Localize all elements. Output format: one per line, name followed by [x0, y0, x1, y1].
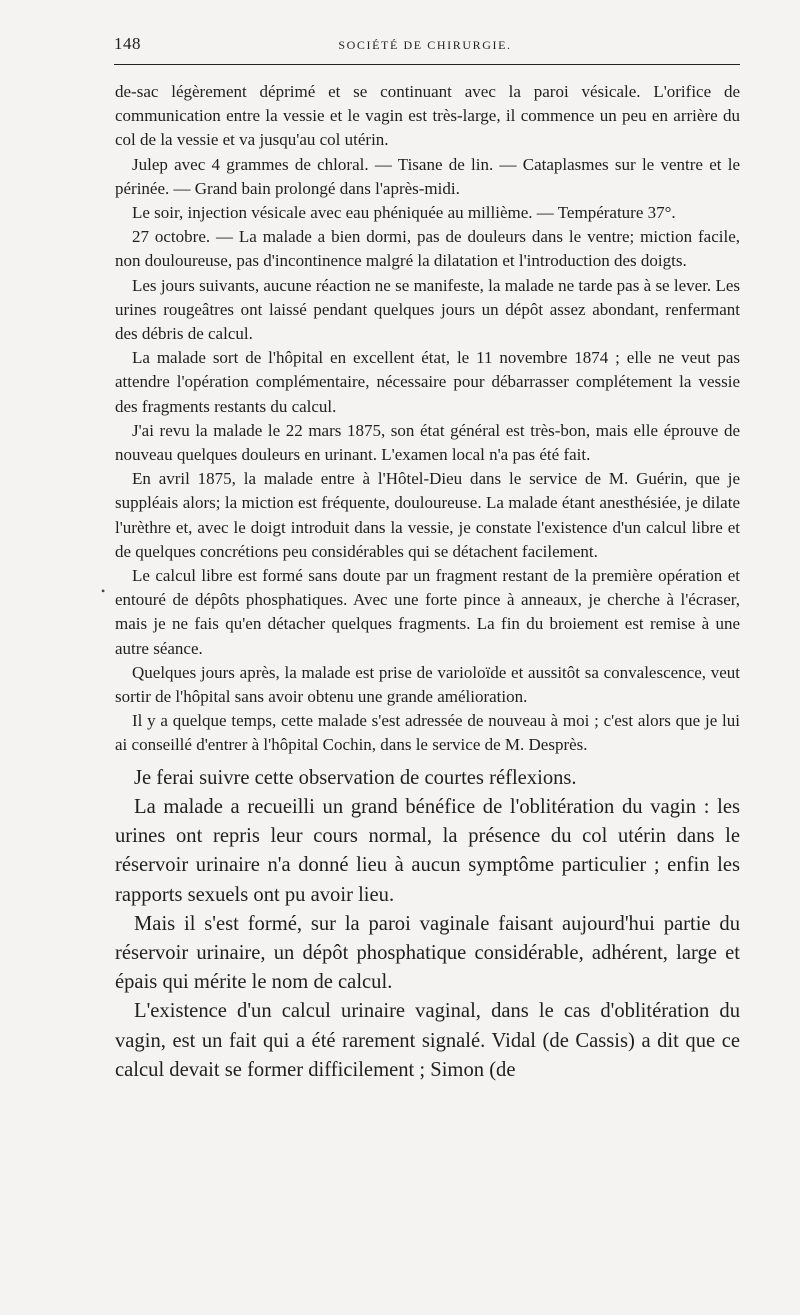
paragraph: La malade sort de l'hôpital en excellent état, le 11 novembre 1874 ; elle ne veut pas attendre l'opération complémentaire, nécessaire pour débarrasser complétement la vessie des fragments restants du calcul. [115, 348, 740, 416]
paragraph: Il y a quelque temps, cette malade s'est adressée de nouveau à moi ; c'est alors que je lui ai conseillé d'entrer à l'hôpital Cochin, dans le service de M. Desprès. [115, 711, 740, 755]
reflections-section [115, 764, 740, 1085]
case-observation-section [115, 80, 740, 758]
running-title: SOCIÉTÉ DE CHIRURGIE. [338, 38, 512, 52]
paragraph: L'existence d'un calcul urinaire vaginal, dans le cas d'oblitération du vagin, est un fait qui a été rarement signalé. Vidal (de Cassis) a dit que ce calcul devait se former difficilement ; Simon (de [115, 1000, 740, 1081]
body-text [115, 80, 740, 1085]
header-rule [114, 64, 740, 65]
paragraph: Les jours suivants, aucune réaction ne se manifeste, la malade ne tarde pas à se lever. Les urines rougeâtres ont laissé pendant quelques jours un dépôt assez abondant, renfermant des débris de calcul. [115, 275, 740, 344]
paragraph: La malade a recueilli un grand bénéfice de l'oblitération du vagin : les urines ont repris leur cours normal, la présence du col utérin dans le réservoir urinaire n'a donné lieu à aucun symptôme particulier ; enfin les rapports sexuels ont pu avoir lieu. [115, 795, 740, 906]
page-header [110, 30, 740, 60]
paragraph: J'ai revu la malade le 22 mars 1875, son état général est très-bon, mais elle éprouve de nouveau quelques douleurs en urinant. L'examen local n'a pas été fait. [115, 420, 740, 465]
page-number: 148 [114, 34, 141, 53]
paragraph: 27 octobre. — La malade a bien dormi, pas de douleurs dans le ventre; miction facile, non douloureuse, pas d'incontinence malgré la dilatation et l'introduction des doigts. [115, 227, 740, 271]
paragraph: de-sac légèrement déprimé et se continuant avec la paroi vésicale. L'orifice de communication entre la vessie et le vagin est très-large, il commence un peu en arrière du col de la vessie et va jusqu'au col utérin. [115, 82, 740, 150]
paragraph: Julep avec 4 grammes de chloral. — Tisane de lin. — Cataplasmes sur le ventre et le périnée. — Grand bain prolongé dans l'après-midi. [115, 154, 740, 198]
paragraph: Le soir, injection vésicale avec eau phéniquée au millième. — Température 37°. [132, 203, 676, 223]
paragraph: En avril 1875, la malade entre à l'Hôtel-Dieu dans le service de M. Guérin, que je suppléais alors; la miction est fréquente, douloureuse. La malade étant anesthésiée, je dilate l'urèthre et, avec le doigt introduit dans la vessie, je constate l'existence d'un calcul libre et de quelques concrétions peu considérables qui se détachent facilement. [115, 469, 740, 561]
paragraph: Quelques jours après, la malade est prise de varioloïde et aussitôt sa convalescence, veut sortir de l'hôpital sans avoir obtenu une grande amélioration. [115, 662, 740, 707]
paragraph: Le calcul libre est formé sans doute par un fragment restant de la première opération et entouré de dépôts phosphatiques. Avec une forte pince à anneaux, je cherche à l'écraser, mais je ne fais qu'en détacher quelques fragments. La fin du broiement est remise à une autre séance. [115, 566, 740, 658]
margin-mark: • [101, 584, 106, 598]
paragraph: Je ferai suivre cette observation de courtes réflexions. [134, 766, 577, 789]
paragraph: Mais il s'est formé, sur la paroi vaginale faisant aujourd'hui partie du réservoir urinaire, un dépôt phosphatique considérable, adhérent, large et épais qui mérite le nom de calcul. [115, 912, 740, 994]
